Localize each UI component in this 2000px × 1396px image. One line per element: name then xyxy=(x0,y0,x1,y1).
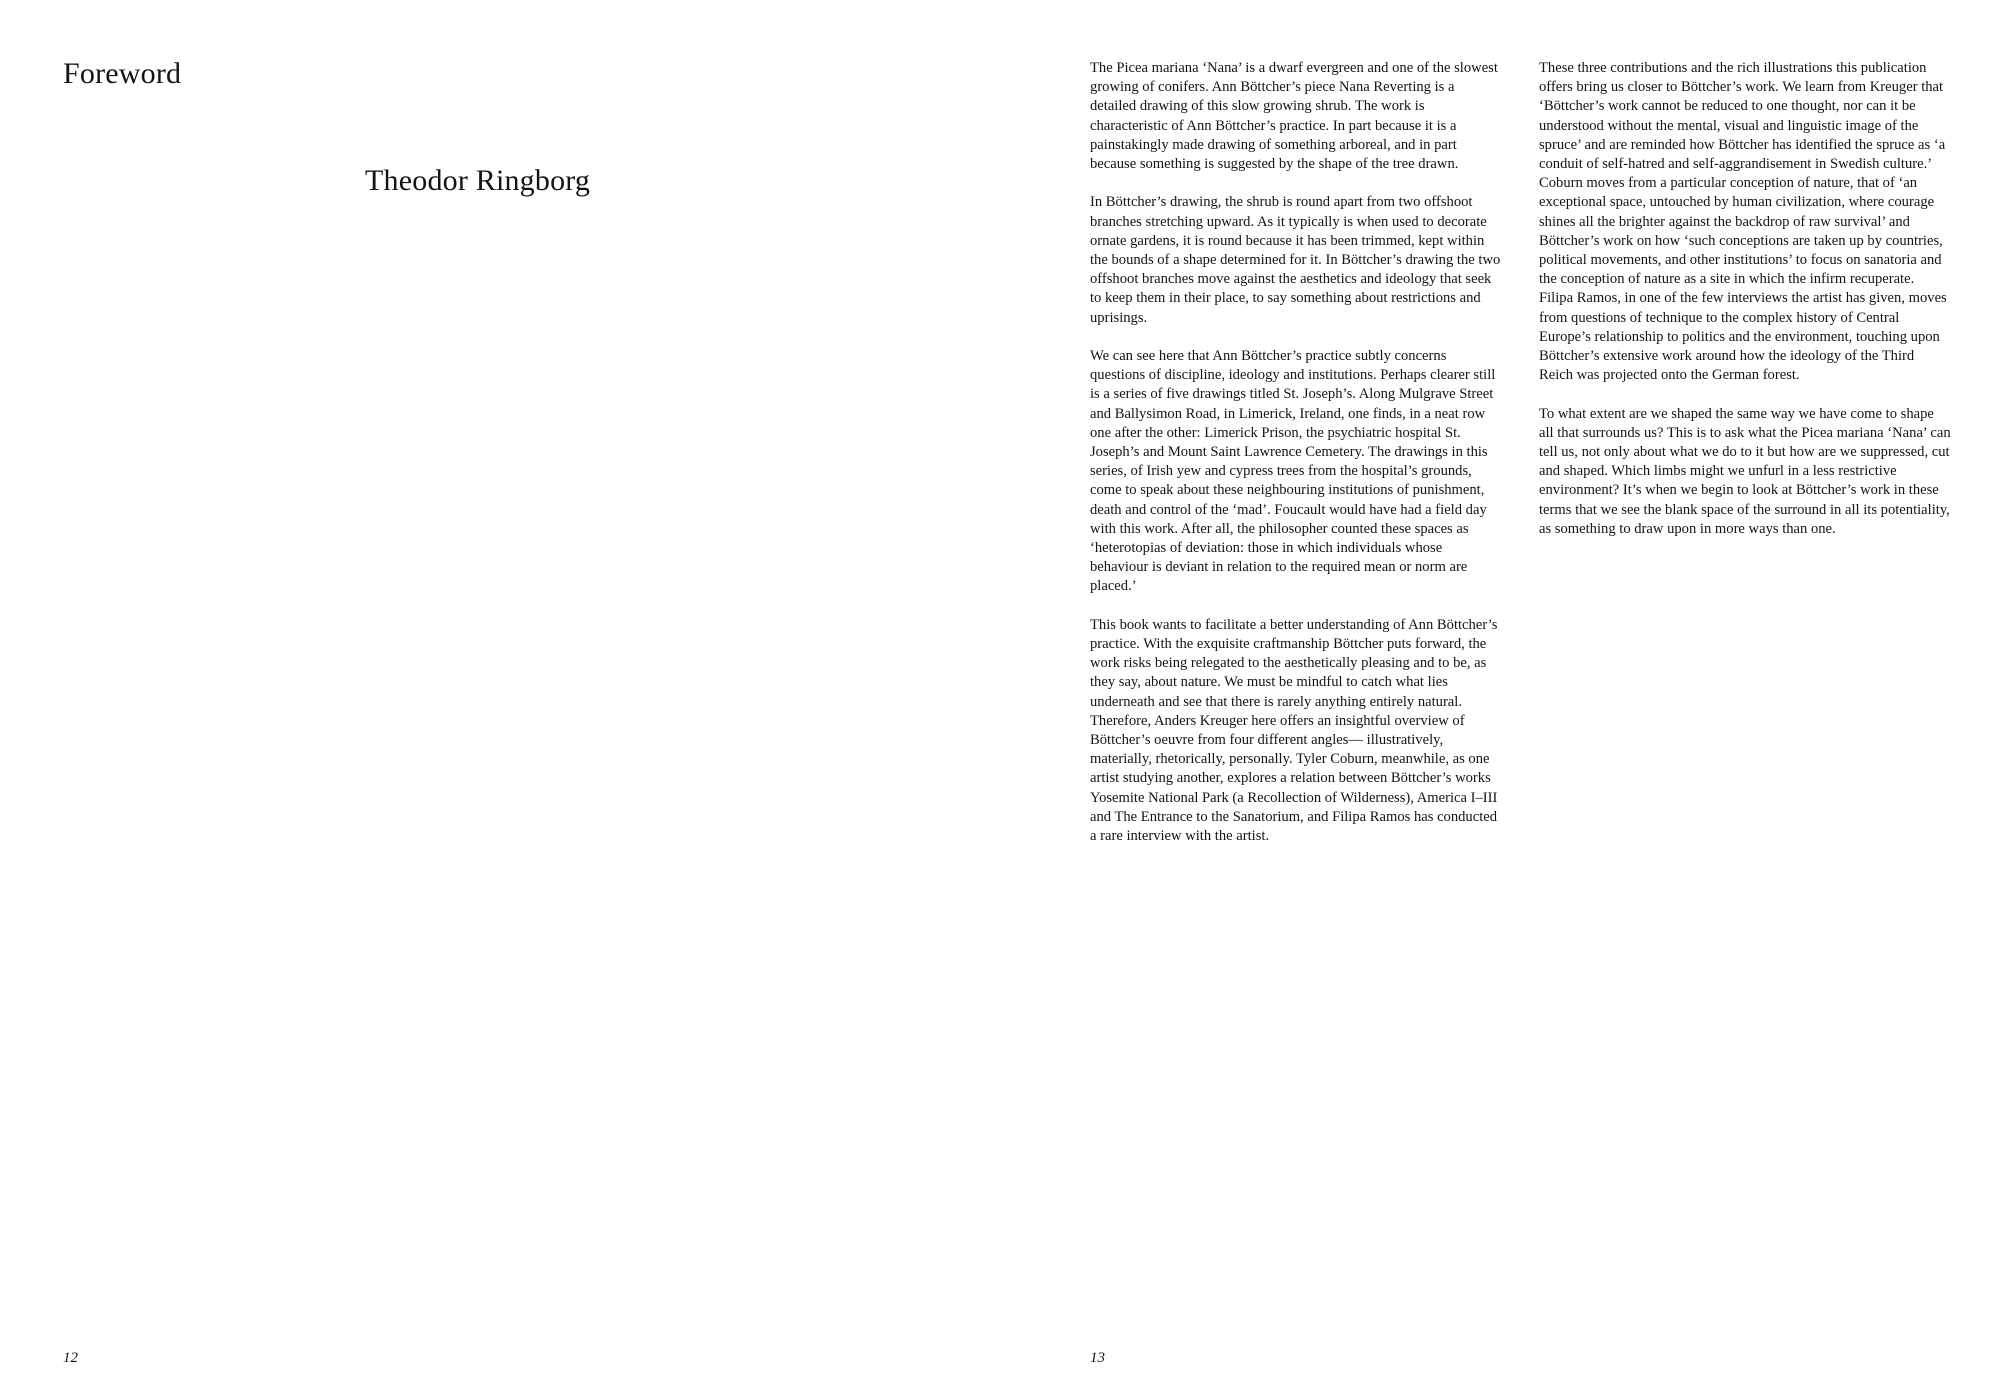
page-number-right: 13 xyxy=(1090,1350,1105,1366)
text-column-2 xyxy=(1539,59,1951,558)
author-name: Theodor Ringborg xyxy=(365,164,591,197)
paragraph: These three contributions and the rich illustrations this publication offers bring us closer to Böttcher’s work. We learn from Kreuger that ‘Böttcher’s work cannot be reduced to one thought, nor can it be understood without the mental, visual and linguistic image of the spruce’ and are reminded how Böttcher has identified the spruce as ‘a conduit of self-hatred and self-aggrandisement in Swedish culture.’ Coburn moves from a particular conception of nature, that of ‘an exceptional space, untouched by human civilization, where courage shines all the brighter against the backdrop of raw survival’ and Böttcher’s work on how ‘such conceptions are taken up by countries, political movements, and other institutions’ to focus on sanatoria and the conception of nature as a site in which the infirm recuperate. Filipa Ramos, in one of the few interviews the artist has given, moves from questions of technique to the complex history of Central Europe’s relationship to politics and the environment, touching upon Böttcher’s extensive work around how the ideology of the Third Reich was projected onto the German forest. xyxy=(1539,60,1947,384)
paragraph: In Böttcher’s drawing, the shrub is round apart from two offshoot branches stretching upward. As it typically is when used to decorate ornate gardens, it is round because it has been trimmed, kept within the bounds of a shape determined for it. In Böttcher’s drawing the two offshoot branches move against the aesthetics and ideology that seek to keep them in their place, to say something about restrictions and uprisings. xyxy=(1090,194,1501,326)
paragraph: This book wants to facilitate a better understanding of Ann Böttcher’s practice. With the exquisite craftmanship Böttcher puts forward, the work risks being relegated to the aesthetically pleasing and to be, as they say, about nature. We must be mindful to catch what lies underneath and see that there is rarely anything entirely natural. Therefore, Anders Kreuger here offers an insightful overview of Böttcher’s oeuvre from four different angles— illustratively, materially, rhetorically, personally. Tyler Coburn, meanwhile, as one artist studying another, explores a relation between Böttcher’s works Yosemite National Park (a Recollection of Wilderness), America I–III and The Entrance to the Sanatorium, and Filipa Ramos has conducted a rare interview with the artist. xyxy=(1090,616,1498,845)
paragraph: To what extent are we shaped the same way we have come to shape all that surrounds us? This is to ask what the Picea mariana ‘Nana’ can tell us, not only about what we do to it but how are we suppressed, cut and shaped. Which limbs might we unfurl in a less restrictive environment? It’s when we begin to look at Böttcher’s work in these terms that we see the blank space of the surround in all its potentiality, as something to draw upon in more ways than one. xyxy=(1539,405,1951,537)
paragraph: We can see here that Ann Böttcher’s practice subtly concerns questions of discipline, ideology and institutions. Perhaps clearer still is a series of five drawings titled St. Joseph’s. Along Mulgrave Street and Ballysimon Road, in Limerick, Ireland, one finds, in a neat row one after the other: Limerick Prison, the psychiatric hospital St. Joseph’s and Mount Saint Lawrence Cemetery. The drawings in this series, of Irish yew and cypress trees from the hospital’s grounds, come to speak about these neighbouring institutions of punishment, death and control of the ‘mad’. Foucault would have had a field day with this work. After all, the philosopher counted these spaces as ‘heterotopias of deviation: those in which individuals whose behaviour is deviant in relation to the required mean or norm are placed.’ xyxy=(1090,348,1496,595)
section-title: Foreword xyxy=(63,57,182,90)
right-page xyxy=(1000,0,2000,1396)
paragraph: The Picea mariana ‘Nana’ is a dwarf evergreen and one of the slowest growing of conifers. Ann Böttcher’s piece Nana Reverting is a detailed drawing of this slow growing shrub. The work is characteristic of Ann Böttcher’s practice. In part because it is a painstakingly made drawing of something arboreal, and in part because something is suggested by the shape of the tree drawn. xyxy=(1090,60,1498,173)
page-number-left: 12 xyxy=(63,1350,78,1366)
text-column-1 xyxy=(1090,59,1502,865)
